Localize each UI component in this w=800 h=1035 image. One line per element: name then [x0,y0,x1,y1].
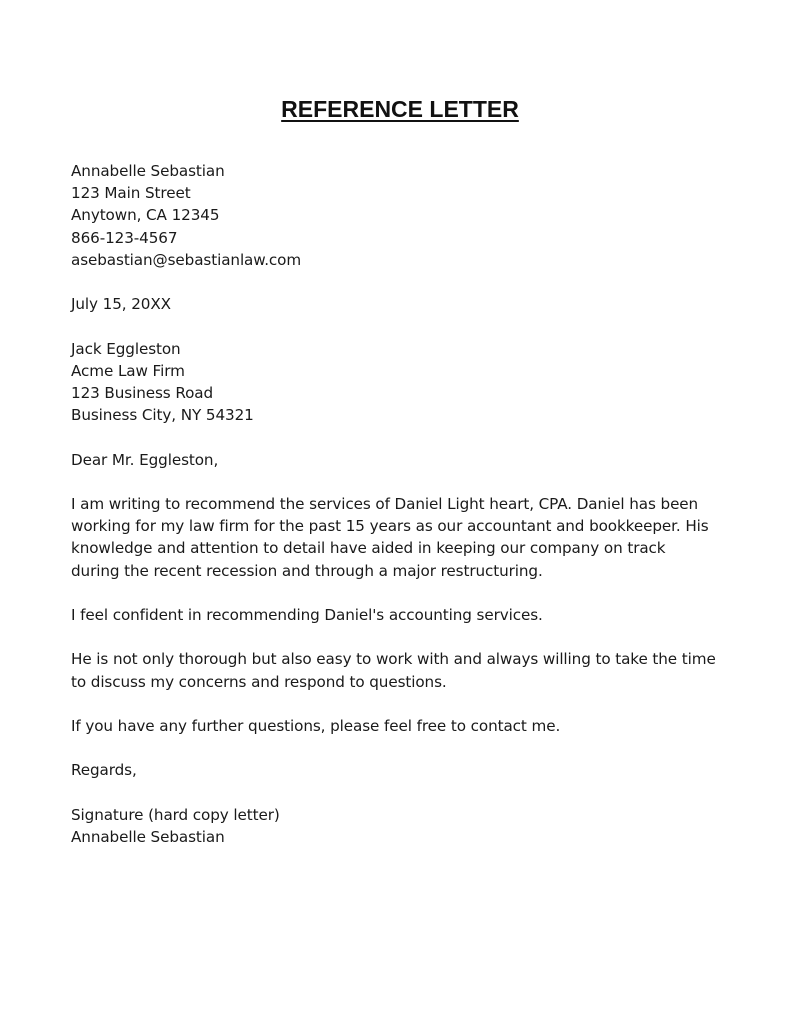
paragraph-2 [71,604,731,626]
sender-phone: 866-123-4567 [71,228,178,247]
sender-name: Annabelle Sebastian [71,162,225,180]
closing [71,759,731,781]
paragraph-line: I am writing to recommend the services of Daniel Light heart, CPA. Daniel has been [71,494,699,513]
document-title: REFERENCE LETTER [281,96,519,122]
sender-email: asebastian@sebastianlaw.com [71,250,302,269]
signature-name: Annabelle Sebastian [71,827,225,846]
recipient-company: Acme Law Firm [71,361,185,380]
paragraph-line: working for my law firm for the past 15 years as our accountant and bookkeeper. His [71,517,709,536]
recipient-name: Jack Eggleston [71,339,181,358]
letter-date [71,293,731,315]
date-text: July 15, 20XX [71,295,171,314]
paragraph-line: If you have any further questions, please feel free to contact me. [71,716,561,735]
paragraph-1 [71,493,731,582]
recipient-city: Business City, NY 54321 [71,406,254,425]
recipient-street: 123 Business Road [71,384,214,402]
signature-line: Signature (hard copy letter) [71,805,280,824]
paragraph-line: to discuss my concerns and respond to questions. [71,672,447,691]
sender-address [71,160,731,271]
paragraph-line: He is not only thorough but also easy to work with and always willing to take the time [71,650,716,669]
letter-body [71,160,731,870]
salutation [71,449,731,471]
paragraph-3 [71,648,731,692]
closing-text: Regards, [71,761,137,780]
sender-street: 123 Main Street [71,184,191,203]
salutation-text: Dear Mr. Eggleston, [71,450,219,469]
paragraph-line: knowledge and attention to detail have aided in keeping our company on track [71,539,666,558]
paragraph-line: I feel confident in recommending Daniel's accounting services. [71,605,543,624]
recipient-address [71,338,731,427]
paragraph-line: during the recent recession and through a major restructuring. [71,561,543,580]
paragraph-4 [71,715,731,737]
signature-block [71,804,731,848]
sender-city: Anytown, CA 12345 [71,206,220,225]
